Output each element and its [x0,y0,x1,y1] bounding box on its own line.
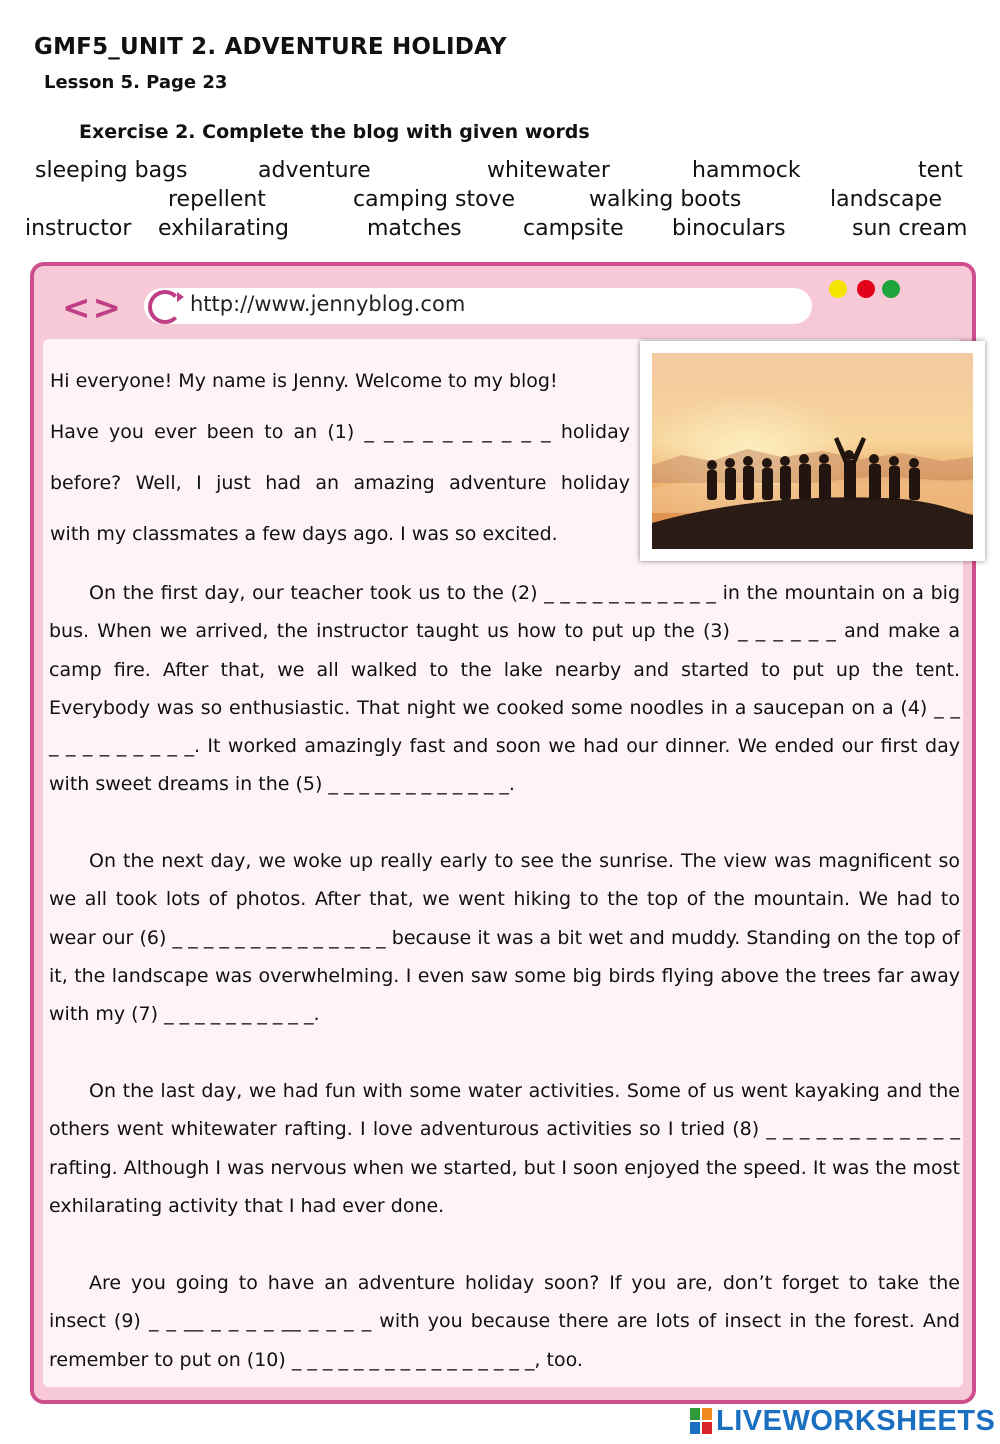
minimize-dot-icon [829,280,847,298]
liveworksheets-logo-icon [690,1408,712,1434]
word-bank-item: sleeping bags [35,158,188,183]
blog-photo [640,341,985,561]
word-bank-item: binoculars [672,216,786,241]
word-bank-item: walking boots [589,187,742,212]
word-bank-item: landscape [830,187,943,212]
blog-intro-line: before? Well, I just had an amazing adventure holiday [50,472,630,494]
url-text: http://www.jennyblog.com [190,292,466,316]
word-bank-item: sun cream [852,216,968,241]
word-bank-item: adventure [258,158,371,183]
close-dot-icon [857,280,875,298]
worksheet-title: GMF5_UNIT 2. ADVENTURE HOLIDAY [34,34,507,60]
reload-icon [148,290,182,324]
blog-paragraph: On the first day, our teacher took us to the (2) _ _ _ _ _ _ _ _ _ _ _ in the mountain on a big bus. When we arrived, the instructor taught us how to put up the (3) _ _ _ _ _ _ and make a camp fire. After that, we all walked to the lake nearby and started to put up the tent. Everybody was so enthusiastic. That night we cooked some noodles in a saucepan on a (4) _ _ _ _ _ _ _ _ _ _ _. It worked amazingly fast and soon we had our dinner. We ended our first day with sweet dreams in the (5) _ _ _ _ _ _ _ _ _ _ _ _. [49,582,960,796]
lesson-label: Lesson 5. Page 23 [44,72,228,93]
word-bank-item: hammock [692,158,801,183]
blog-paragraph: On the next day, we woke up really early to see the sunrise. The view was magnificent so we all took lots of photos. After that, we went hiking to the top of the mountain. We had to wear our (6) _ _ _ _ _ _ _ _ _ _ _ _ _ _ because it was a bit wet and muddy. Standing on the top of it, the landscape was overwhelming. I even saw some big birds flying above the trees far away with my (7) _ _ _ _ _ _ _ _ _ _. [49,850,960,1026]
word-bank-item: matches [367,216,462,241]
blog-paragraph: On the last day, we had fun with some water activities. Some of us went kayaking and the others went whitewater rafting. I love adventurous activities so I tried (8) _ _ _ _ _ _ _ _ _ _ _ _ rafting. Although I was nervous when we started, but I soon enjoyed the speed. It was the most exhilarating activity that I had ever done. [49,1080,960,1217]
blog-intro-line: Have you ever been to an (1) _ _ _ _ _ _ _ _ _ _ holiday [50,421,630,443]
blog-paragraph: Are you going to have an adventure holiday soon? If you are, don’t forget to take the insect (9) _ _ __ _ _ _ _ __ _ _ _ _ with you because there are lots of insect in the forest. And remember to put on (10) _ _ _ _ _ _ _ _ _ _ _ _ _ _ _ _, too. [49,1272,960,1371]
word-bank-item: camping stove [353,187,516,212]
word-bank-item: tent [918,158,963,183]
word-bank-item: campsite [523,216,624,241]
back-forward-icon: <> [62,288,123,328]
word-bank-item: exhilarating [158,216,289,241]
word-bank-item: whitewater [487,158,610,183]
word-bank-item: repellent [168,187,266,212]
liveworksheets-logo-text: LIVEWORKSHEETS [716,1405,996,1437]
sunset-group-image [652,353,973,549]
blog-intro-line: Hi everyone! My name is Jenny. Welcome to my blog! [50,370,558,392]
exercise-instruction: Exercise 2. Complete the blog with given words [79,121,590,143]
blog-intro-line: with my classmates a few days ago. I was so excited. [50,523,558,545]
word-bank-item: instructor [25,216,132,241]
maximize-dot-icon [882,280,900,298]
